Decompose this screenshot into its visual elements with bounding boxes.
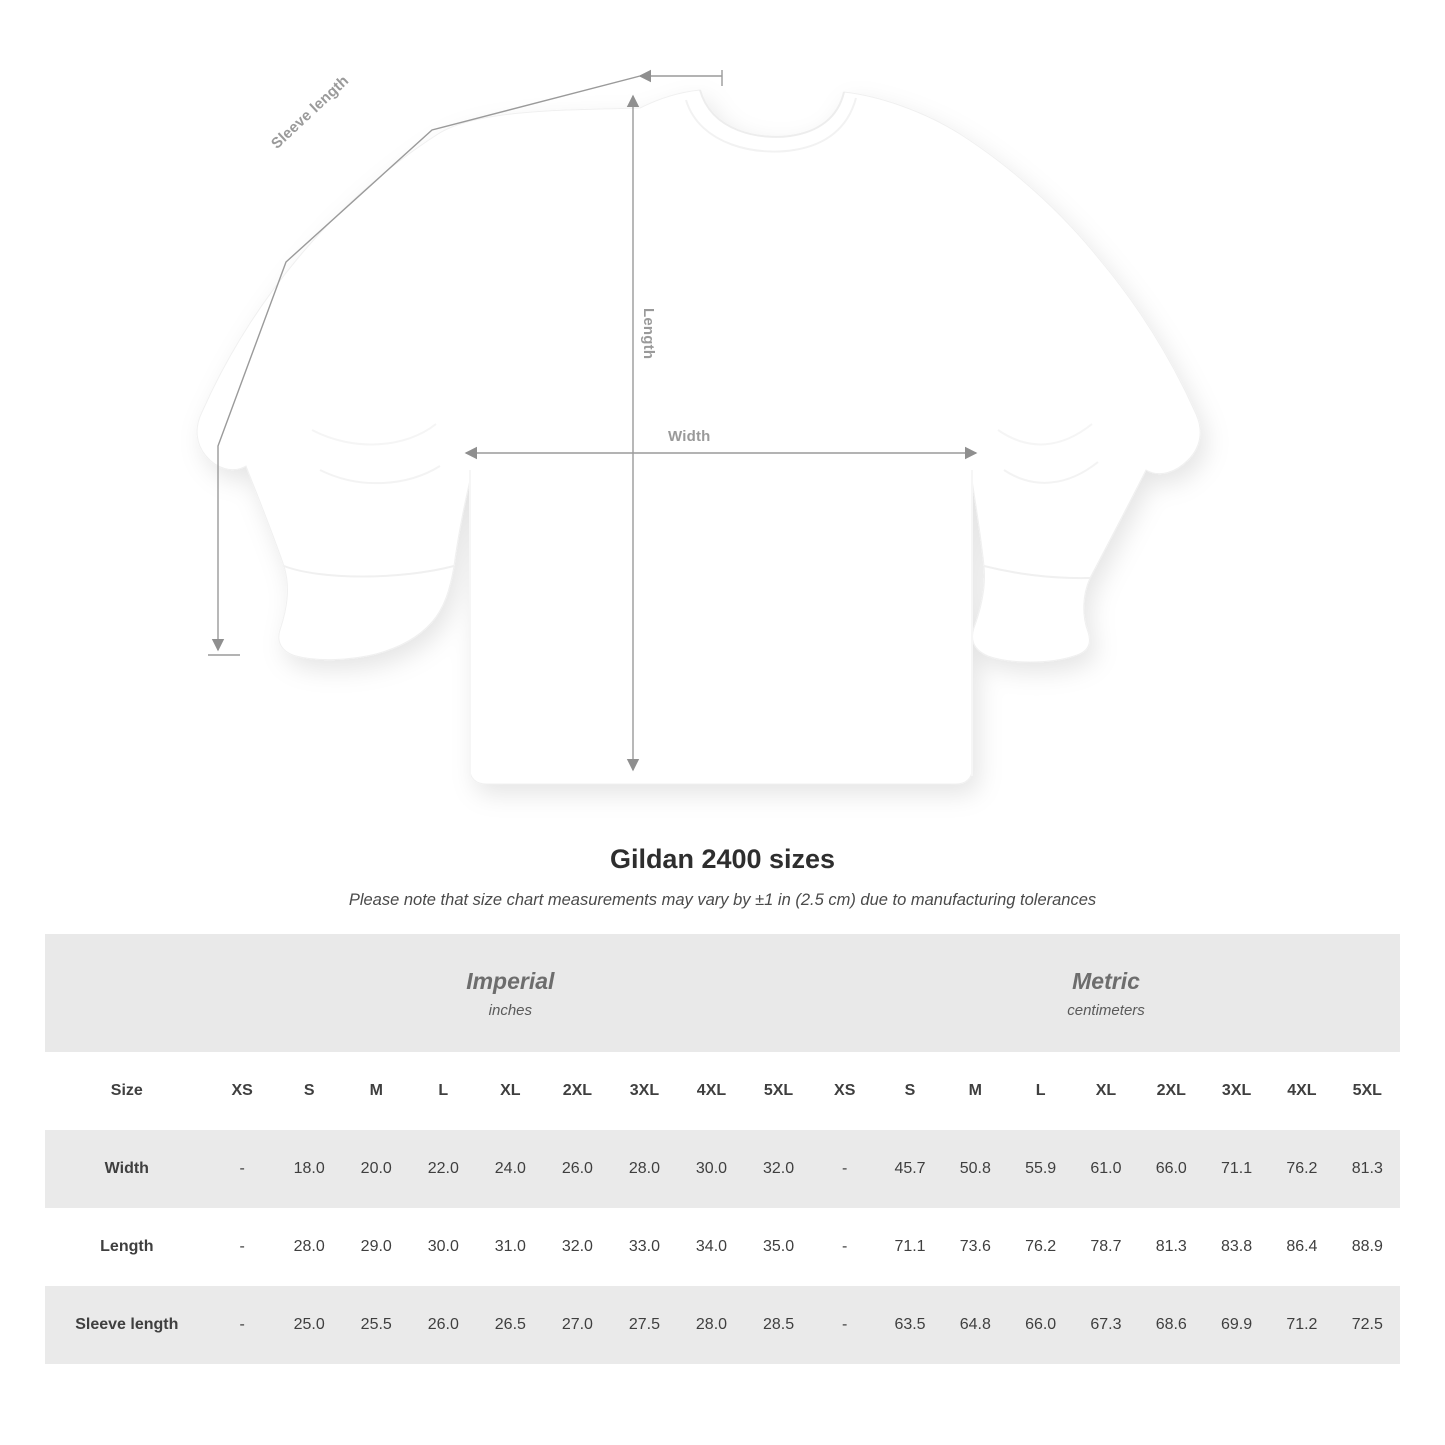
size-header-cell: 4XL [678,1052,745,1130]
measurement-cell: 22.0 [410,1130,477,1208]
table-row [45,1286,1400,1364]
measurement-cell: - [209,1208,276,1286]
measurement-cell: 83.8 [1204,1208,1269,1286]
measurement-cell: 34.0 [678,1208,745,1286]
size-header-cell: S [877,1052,942,1130]
measurement-cell: 67.3 [1073,1286,1138,1364]
size-header-cell: M [943,1052,1008,1130]
measurement-cell: 26.0 [410,1286,477,1364]
tolerance-note: Please note that size chart measurements may vary by ±1 in (2.5 cm) due to manufacturing tolerances [348,891,1097,909]
unit-metric-sub: centimeters [1067,1001,1145,1019]
measurement-cell: - [209,1286,276,1364]
measurement-cell: 30.0 [678,1130,745,1208]
measurement-cell: 66.0 [1139,1130,1204,1208]
measurement-cell: - [209,1130,276,1208]
size-header-label: Size [45,1052,209,1130]
measurement-cell: 32.0 [544,1208,611,1286]
measurement-cell: 30.0 [410,1208,477,1286]
measurement-cell: 76.2 [1269,1130,1334,1208]
size-header-cell: 5XL [1335,1052,1400,1130]
row-label: Width [45,1130,209,1208]
size-header-cell: L [410,1052,477,1130]
size-header-cell: 2XL [544,1052,611,1130]
measurement-cell: 63.5 [877,1286,942,1364]
measurement-cell: - [812,1208,877,1286]
measurement-cell: 76.2 [1008,1208,1073,1286]
sleeve-length-label: Sleeve length [268,72,353,153]
measurement-cell: 29.0 [343,1208,410,1286]
unit-header-imperial [209,934,812,1052]
measurement-cell: 24.0 [477,1130,544,1208]
measurement-cell: 18.0 [276,1130,343,1208]
row-label: Sleeve length [45,1286,209,1364]
unit-imperial-sub: inches [488,1001,533,1019]
measurement-cell: 25.0 [276,1286,343,1364]
measurement-cell: 31.0 [477,1208,544,1286]
size-chart-table [45,934,1400,1364]
size-header-cell: 5XL [745,1052,812,1130]
measurement-cell: 27.0 [544,1286,611,1364]
size-chart-table-wrapper [0,934,1445,1364]
measurement-cell: 35.0 [745,1208,812,1286]
measurement-cell: 66.0 [1008,1286,1073,1364]
unit-header-metric [812,934,1400,1052]
size-header-row [45,1052,1400,1130]
measurement-cell: 73.6 [943,1208,1008,1286]
table-row [45,1208,1400,1286]
measurement-cell: - [812,1130,877,1208]
unit-metric-name: Metric [1072,968,1140,995]
measurement-cell: 28.0 [611,1130,678,1208]
size-header-cell: XS [209,1052,276,1130]
measurement-cell: 64.8 [943,1286,1008,1364]
measurement-cell: 55.9 [1008,1130,1073,1208]
measurement-cell: 86.4 [1269,1208,1334,1286]
table-row [45,1130,1400,1208]
measurement-cell: 50.8 [943,1130,1008,1208]
measurement-cell: 61.0 [1073,1130,1138,1208]
measurement-cell: 26.5 [477,1286,544,1364]
measurement-cell: 28.5 [745,1286,812,1364]
measurement-cell: 81.3 [1139,1208,1204,1286]
size-header-cell: 3XL [1204,1052,1269,1130]
measurement-cell: 71.1 [877,1208,942,1286]
measurement-cell: 68.6 [1139,1286,1204,1364]
size-header-cell: 4XL [1269,1052,1334,1130]
measurement-cell: 71.1 [1204,1130,1269,1208]
size-header-cell: M [343,1052,410,1130]
measurement-cell: 78.7 [1073,1208,1138,1286]
measurement-cell: 27.5 [611,1286,678,1364]
unit-header-spacer [45,934,209,1052]
measurement-cell: 32.0 [745,1130,812,1208]
measurement-cell: 45.7 [877,1130,942,1208]
measurement-cell: 25.5 [343,1286,410,1364]
length-label: Length [640,308,657,360]
measurement-cell: 26.0 [544,1130,611,1208]
size-header-cell: 3XL [611,1052,678,1130]
unit-imperial-name: Imperial [466,968,555,995]
measurement-cell: 69.9 [1204,1286,1269,1364]
measurement-cell: 28.0 [276,1208,343,1286]
size-header-cell: L [1008,1052,1073,1130]
size-header-cell: S [276,1052,343,1130]
measurement-cell: - [812,1286,877,1364]
size-header-cell: XS [812,1052,877,1130]
measurement-cell: 88.9 [1335,1208,1400,1286]
unit-header-row [45,934,1400,1052]
size-header-cell: XL [1073,1052,1138,1130]
measurement-cell: 71.2 [1269,1286,1334,1364]
measurement-cell: 20.0 [343,1130,410,1208]
row-label: Length [45,1208,209,1286]
title-block [0,844,1445,910]
measurement-cell: 81.3 [1335,1130,1400,1208]
measurement-cell: 28.0 [678,1286,745,1364]
chart-title: Gildan 2400 sizes [609,844,836,874]
measurement-cell: 72.5 [1335,1286,1400,1364]
size-header-cell: XL [477,1052,544,1130]
width-label: Width [668,428,711,445]
size-header-cell: 2XL [1139,1052,1204,1130]
measurement-cell: 33.0 [611,1208,678,1286]
